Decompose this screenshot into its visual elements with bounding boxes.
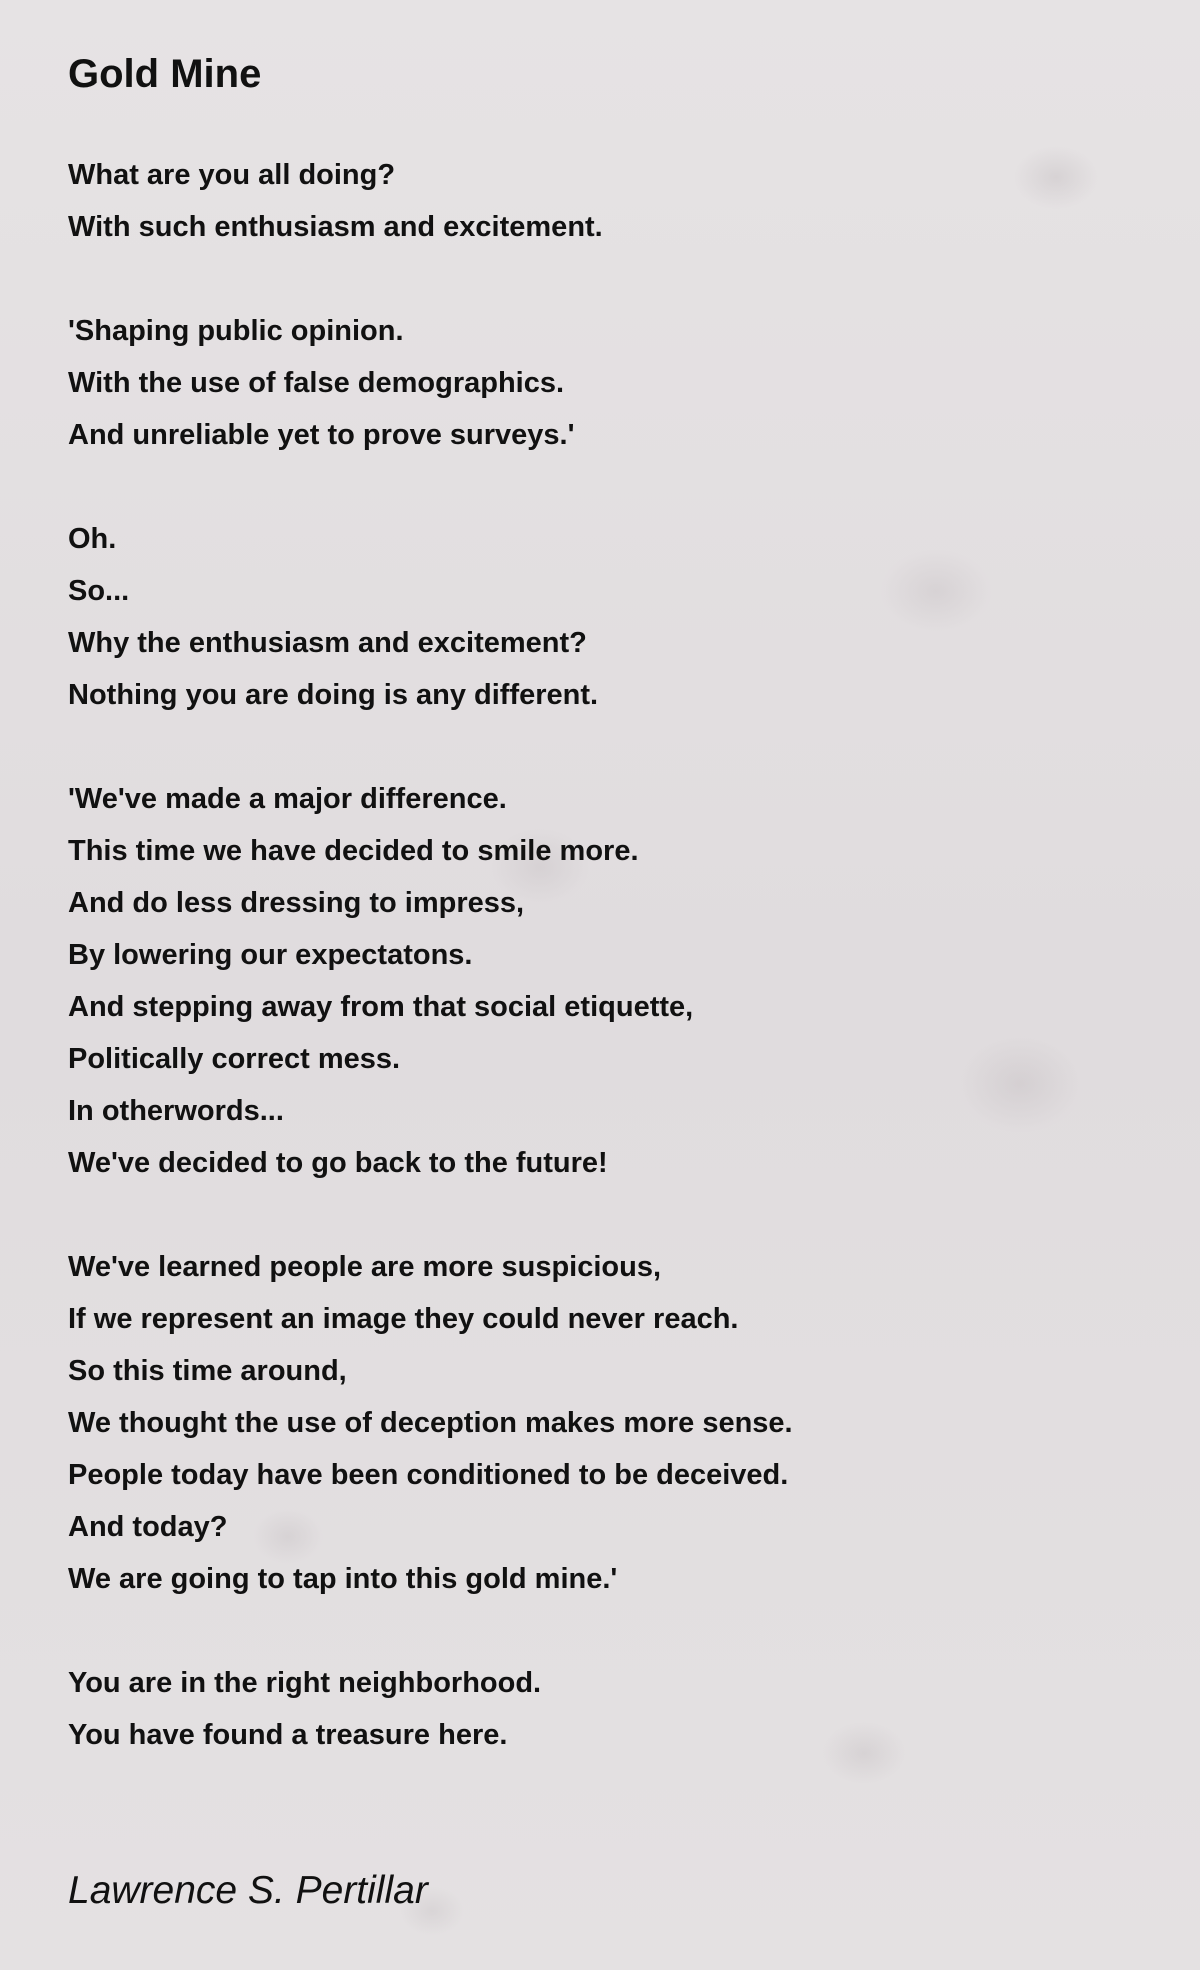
poem-line: We thought the use of deception makes more sense. bbox=[68, 1407, 793, 1439]
poem-line: Oh. bbox=[68, 523, 117, 555]
poem-line: Nothing you are doing is any different. bbox=[68, 679, 599, 711]
poem-line: With such enthusiasm and excitement. bbox=[68, 211, 603, 243]
poem-line: 'Shaping public opinion. bbox=[68, 315, 404, 347]
poem-line: And stepping away from that social etiquette, bbox=[68, 991, 694, 1023]
poem-line: 'We've made a major difference. bbox=[68, 783, 507, 815]
poem-line: And do less dressing to impress, bbox=[68, 887, 525, 919]
poem-line: This time we have decided to smile more. bbox=[68, 835, 639, 867]
poem-line: And unreliable yet to prove surveys.' bbox=[68, 419, 575, 451]
poem-title: Gold Mine bbox=[68, 52, 262, 96]
poem-line: With the use of false demographics. bbox=[68, 367, 565, 399]
poem-line: Politically correct mess. bbox=[68, 1043, 401, 1075]
stanza-4 bbox=[68, 773, 1168, 1189]
poem-line: You have found a treasure here. bbox=[68, 1719, 508, 1751]
poem-body bbox=[68, 149, 1168, 1813]
poem-line: You are in the right neighborhood. bbox=[68, 1667, 542, 1699]
stanza-1 bbox=[68, 149, 1168, 253]
stanza-3 bbox=[68, 513, 1168, 721]
stanza-2 bbox=[68, 305, 1168, 461]
poem-line: Why the enthusiasm and excitement? bbox=[68, 627, 587, 659]
poem-line: What are you all doing? bbox=[68, 159, 396, 191]
poem-author: Lawrence S. Pertillar bbox=[68, 1869, 428, 1912]
poem-line: By lowering our expectatons. bbox=[68, 939, 473, 971]
poem-line: We've decided to go back to the future! bbox=[68, 1147, 608, 1179]
poem-line: We've learned people are more suspicious, bbox=[68, 1251, 662, 1283]
poem-line: And today? bbox=[68, 1511, 228, 1543]
stanza-5 bbox=[68, 1241, 1168, 1605]
poem-line: So... bbox=[68, 575, 130, 607]
poem-line: We are going to tap into this gold mine.' bbox=[68, 1563, 618, 1595]
poem-line: If we represent an image they could never reach. bbox=[68, 1303, 739, 1335]
poem-line: So this time around, bbox=[68, 1355, 347, 1387]
poem-line: People today have been conditioned to be deceived. bbox=[68, 1459, 789, 1491]
poem-line: In otherwords... bbox=[68, 1095, 284, 1127]
stanza-6 bbox=[68, 1657, 1168, 1761]
